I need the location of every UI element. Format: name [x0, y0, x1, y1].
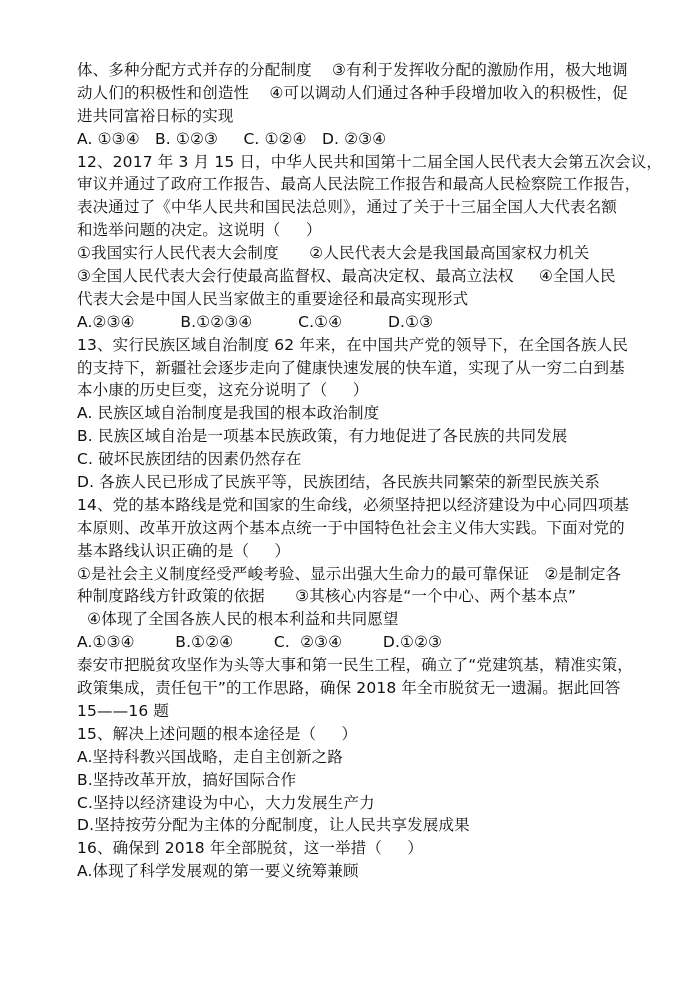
- text-line: 体、多种分配方式并存的分配制度 ③有利于发挥收分配的激励作用，极大地调: [77, 61, 628, 79]
- text-line: 本原则、改革开放这两个基本点统一于中国特色社会主义伟大实践。下面对党的: [77, 518, 625, 537]
- text-line: 审议并通过了政府工作报告、最高人民法院工作报告和最高人民检察院工作报告，: [77, 175, 641, 194]
- text-line: 15、解决上述问题的根本途径是（ ）: [77, 724, 358, 743]
- text-line: 12、2017 年 3 月 15 日，中华人民共和国第十二届全国人民代表大会第五次会议，: [77, 152, 662, 171]
- text-line: 本小康的历史巨变，这充分说明了（ ）: [77, 381, 369, 400]
- text-line: A.体现了科学发展观的第一要义统筹兼顾: [77, 862, 359, 881]
- text-line: 13、实行民族区域自治制度 62 年来，在中国共产党的领导下，在全国各族人民: [77, 335, 629, 354]
- text-line: ③全国人民代表大会行使最高监督权、最高决定权、最高立法权 ④全国人民: [77, 267, 616, 286]
- text-line: 的支持下，新疆社会逐步走向了健康快速发展的快车道，实现了从一穷二白到基: [77, 358, 625, 377]
- text-line: A.坚持科教兴国战略，走自主创新之路: [77, 747, 343, 766]
- text-line: 动人们的积极性和创造性 ④可以调动人们通过各种手段增加收入的积极性，促: [77, 83, 628, 102]
- text-line: 和选举问题的决定。这说明（ ）: [77, 221, 322, 240]
- text-line: 进共同富裕日标的实现: [77, 106, 234, 125]
- text-line: ①我国实行人民代表大会制度 ②人民代表大会是我国最高国家权力机关: [77, 244, 590, 263]
- text-line: 政策集成，责任包干”的工作思路，确保 2018 年全市脱贫无一遗漏。据此回答: [77, 679, 621, 698]
- text-line: B. 民族区域自治是一项基本民族政策，有力地促进了各民族的共同发展: [77, 427, 568, 446]
- text-line: 15——16 题: [77, 701, 170, 720]
- text-line: A.①③④ B.①②④ C. ②③④ D.①②③: [77, 633, 443, 652]
- text-line: 16、确保到 2018 年全部脱贫，这一举措（ ）: [77, 839, 424, 858]
- text-line: A. 民族区域自治制度是我国的根本政治制度: [77, 404, 380, 423]
- text-line: C.坚持以经济建设为中心，大力发展生产力: [77, 793, 375, 812]
- question-text-block: [77, 59, 662, 883]
- text-line: D.坚持按劳分配为主体的分配制度，让人民共享发展成果: [77, 816, 470, 835]
- text-line: A. ①③④ B. ①②③ C. ①②④ D. ②③④: [77, 129, 387, 148]
- text-line: A.②③④ B.①②③④ C.①④ D.①③: [77, 312, 434, 331]
- text-line: 基本路线认识正确的是（ ）: [77, 541, 291, 560]
- text-line: D. 各族人民已形成了民族平等，民族团结，各民族共同繁荣的新型民族关系: [77, 473, 601, 492]
- text-line: C. 破坏民族团结的因素仍然存在: [77, 450, 302, 469]
- text-line: 代表大会是中国人民当家做主的重要途径和最高实现形式: [77, 289, 469, 308]
- text-line: 种制度路线方针政策的依据 ③其核心内容是“一个中心、两个基本点”: [77, 587, 577, 606]
- text-line: 泰安市把脱贫攻坚作为头等大事和第一民生工程，确立了“党建筑基，精准实策，: [77, 656, 633, 675]
- text-line: 14、党的基本路线是党和国家的生命线，必须坚持把以经济建设为中心同四项基: [77, 495, 630, 514]
- text-line: B.坚持改革开放，搞好国际合作: [77, 770, 297, 789]
- text-line: ④体现了全国各族人民的根本利益和共同愿望: [77, 610, 399, 629]
- text-line: 表决通过了《中华人民共和国民法总则》，通过了关于十三届全国人大代表名额: [77, 198, 618, 217]
- text-line: ①是社会主义制度经受严峻考验、显示出强大生命力的最可靠保证 ②是制定各: [77, 564, 622, 583]
